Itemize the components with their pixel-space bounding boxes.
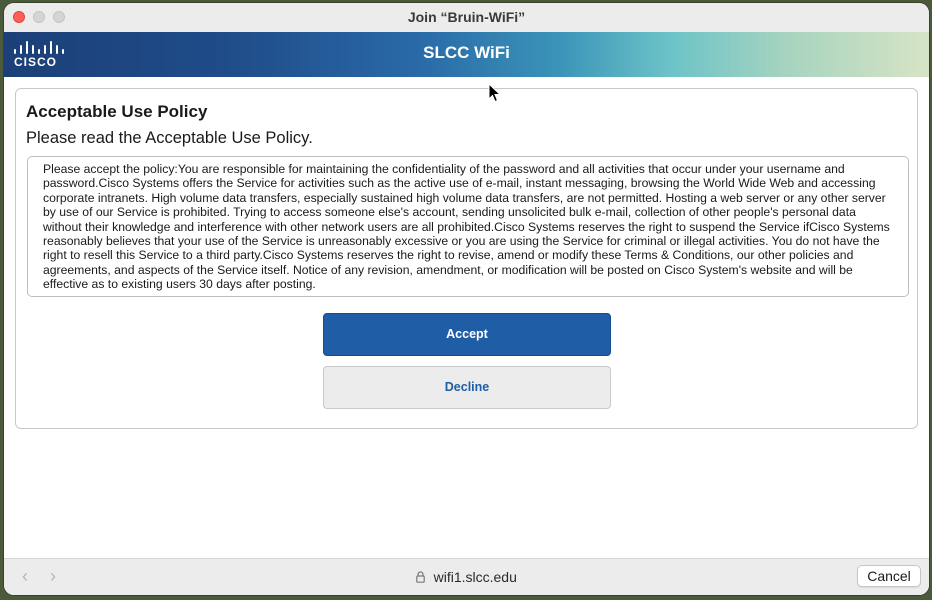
policy-card	[15, 88, 918, 429]
banner-title: SLCC WiFi	[423, 43, 510, 62]
lock-icon	[416, 571, 425, 583]
address-display	[4, 568, 929, 586]
chevron-right-icon[interactable]: ›	[50, 566, 56, 586]
url-text: wifi1.slcc.edu	[433, 568, 517, 585]
captive-portal-window	[4, 3, 929, 595]
bottom-bar	[4, 558, 929, 595]
policy-subheading: Please read the Acceptable Use Policy.	[26, 129, 313, 147]
mouse-pointer-icon	[488, 83, 502, 103]
policy-text-box[interactable]: Please accept the policy:You are responsible for maintaining the confidentiality of the password and all activities that occur under your username and password.Cisco Systems offers the Service for activities such as the active use of e-mail, instant messaging, browsing the World Wide Web and accessing corporate intranets. High volume data transfers, especially sustained high volume data transfers, are not permitted. Hosting a web server or any other server by use of our Service is prohibited. Trying to access someone else's account, sending unsolicited bulk e-mail, collection of other people's personal data without their knowledge and interference with other network users are all prohibited.Cisco Systems reserves the right to suspend the Service ifCisco Systems reasonably believes that your use of the Service is unreasonably excessive or you are using the Service for criminal or illegal activities. You do not have the right to resell this Service to a third party.Cisco Systems reserves the right to revise, amend or modify these Terms & Conditions, our other policies and agreements, and aspects of the Service itself. Notice of any revision, amendment, or modification will be posted on Cisco System's website and will be effective as to existing users 30 days after posting.	[27, 156, 909, 297]
portal-banner	[4, 32, 929, 77]
window-title: Join “Bruin-WiFi”	[407, 9, 526, 25]
policy-heading: Acceptable Use Policy	[26, 102, 208, 121]
accept-button[interactable]: Accept	[323, 313, 611, 356]
chevron-left-icon[interactable]: ‹	[22, 566, 28, 586]
title-bar	[4, 3, 929, 33]
cancel-button[interactable]: Cancel	[857, 565, 921, 587]
cisco-logo-text: CISCO	[14, 55, 58, 69]
decline-button[interactable]: Decline	[323, 366, 611, 409]
